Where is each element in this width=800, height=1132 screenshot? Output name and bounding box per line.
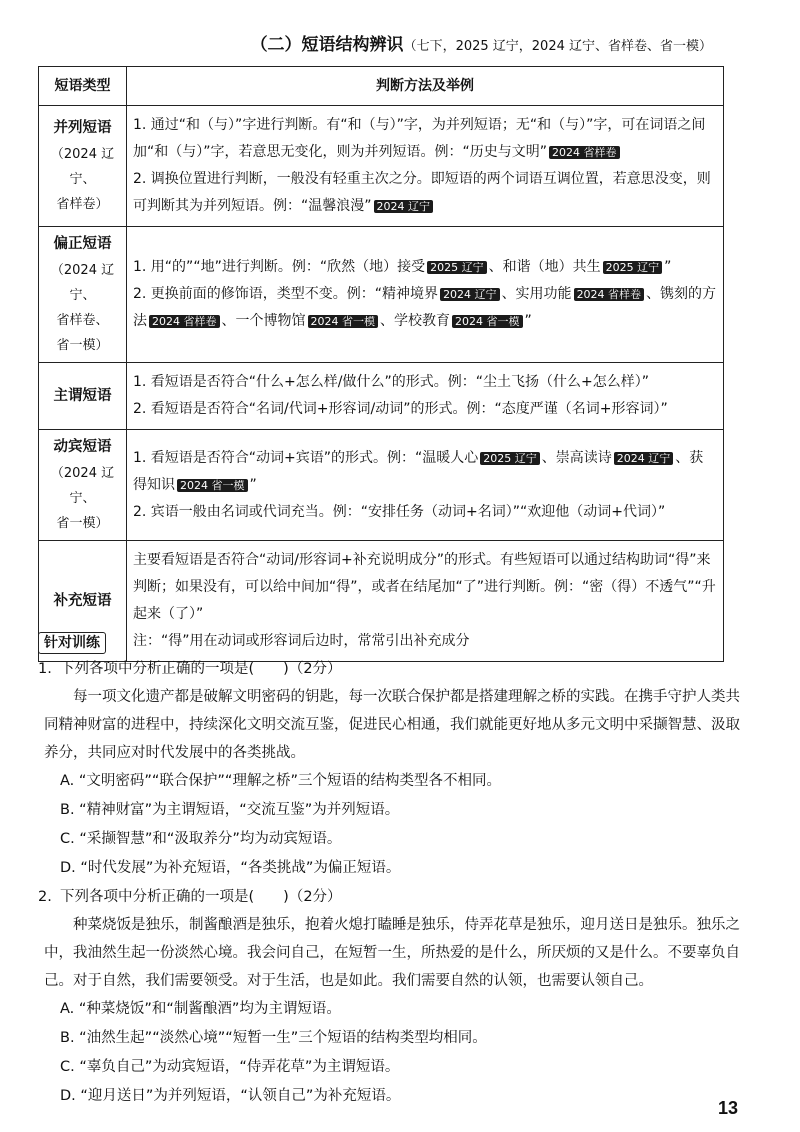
method-cell xyxy=(127,541,724,662)
section-title xyxy=(251,30,712,55)
question-number: 2. xyxy=(38,889,52,905)
answer-option: A. “文明密码”“联合保护”“理解之桥”三个短语的结构类型各不相同。 xyxy=(60,773,501,789)
method-text: 、学校教育 xyxy=(380,313,450,329)
phrase-type-source: 省样卷） xyxy=(56,197,109,212)
method-line xyxy=(133,499,717,526)
exam-source-tag: 2024 辽宁 xyxy=(614,452,674,465)
answer-option: C. “采撷智慧”和“汲取养分”均为动宾短语。 xyxy=(60,831,342,847)
table-row xyxy=(39,106,724,227)
method-text: ” xyxy=(664,259,672,275)
method-line xyxy=(133,166,717,220)
phrase-type-name: 并列短语 xyxy=(53,120,112,136)
method-line xyxy=(133,628,717,655)
method-cell xyxy=(127,430,724,541)
exam-source-tag: 2025 辽宁 xyxy=(480,452,540,465)
answer-option: C. “辜负自己”为动宾短语，“侍弄花草”为主谓短语。 xyxy=(60,1059,400,1075)
exam-source-tag: 2024 省样卷 xyxy=(549,146,620,159)
exam-source-tag: 2025 辽宁 xyxy=(603,261,663,274)
method-text: 2. 更换前面的修饰语，类型不变。例：“精神境界 xyxy=(133,286,439,302)
method-text: ” xyxy=(524,313,532,329)
column-header-method: 判断方法及举例 xyxy=(127,67,724,106)
page-number: 13 xyxy=(717,1098,738,1118)
phrase-type-cell xyxy=(39,227,127,363)
question-stem xyxy=(38,655,750,683)
phrase-type-source: （2024 辽宁、 xyxy=(50,147,115,187)
method-text: 1. 用“的”“地”进行判断。例：“欣然（地）接受 xyxy=(133,259,426,275)
phrase-type-source: 省一模） xyxy=(56,338,109,353)
method-text: 2. 调换位置进行判断，一般没有轻重主次之分。即短语的两个词语互调位置，若意思没变，则可判断其为并列短语。例：“温馨浪漫” xyxy=(133,171,711,214)
method-line xyxy=(133,369,717,396)
section-title-main: （二）短语结构辨识 xyxy=(250,35,404,55)
method-cell xyxy=(127,106,724,227)
question-block xyxy=(38,655,750,883)
method-line xyxy=(133,281,717,335)
exam-source-tag: 2025 辽宁 xyxy=(427,261,487,274)
question-text: 下列各项中分析正确的一项是( )（2分） xyxy=(60,889,342,905)
method-text: 主要看短语是否符合“动词/形容词+补充说明成分”的形式。有些短语可以通过结构助词“得”来判断；如果没有，可以给中间加“得”，或者在结尾加“了”进行判断。例：“密（得）不透气”“升起来（了）” xyxy=(133,552,716,622)
phrase-type-name: 偏正短语 xyxy=(53,236,112,252)
column-header-type: 短语类型 xyxy=(39,67,127,106)
question-passage: 每一项文化遗产都是破解文明密码的钥匙，每一次联合保护都是搭建理解之桥的实践。在携手守护人类共同精神财富的进程中，持续深化文明交流互鉴，促进民心相通，我们就能更好地从多元文明中采撷智慧、汲取养分，共同应对时代发展中的各类挑战。 xyxy=(44,689,740,761)
answer-option: D. “时代发展”为补充短语，“各类挑战”为偏正短语。 xyxy=(60,860,401,876)
phrase-type-cell xyxy=(39,430,127,541)
phrase-type-name: 补充短语 xyxy=(53,592,112,609)
phrase-type-cell xyxy=(39,363,127,430)
method-line xyxy=(133,396,717,423)
question-text: 下列各项中分析正确的一项是( )（2分） xyxy=(60,661,342,677)
exam-source-tag: 2024 省样卷 xyxy=(574,288,645,301)
practice-label: 针对训练 xyxy=(38,632,106,654)
table-row xyxy=(39,430,724,541)
method-text: 2. 宾语一般由名词或代词充当。例：“安排任务（动词+名词）”“欢迎他（动词+代词）” xyxy=(133,503,666,520)
exam-source-tag: 2024 省样卷 xyxy=(149,315,220,328)
method-text: ” xyxy=(249,476,257,493)
phrase-structure-table xyxy=(38,66,724,662)
practice-questions xyxy=(38,655,750,1111)
table-body xyxy=(39,106,724,662)
phrase-type-source: 省一模） xyxy=(56,516,109,531)
phrase-type-name: 动宾短语 xyxy=(53,439,112,455)
phrase-type-source: （2024 辽宁、 xyxy=(50,263,115,303)
method-text: 、镌刻的方法 xyxy=(133,286,717,329)
answer-option: A. “种菜烧饭”和“制酱酿酒”均为主谓短语。 xyxy=(60,1001,341,1017)
exam-source-tag: 2024 辽宁 xyxy=(440,288,500,301)
answer-option: B. “油然生起”“淡然心境”“短暂一生”三个短语的结构类型均相同。 xyxy=(60,1030,487,1046)
section-title-source: （七下，2025 辽宁，2024 辽宁、省样卷、省一模） xyxy=(403,39,712,54)
method-line xyxy=(133,445,717,499)
exam-source-tag: 2024 辽宁 xyxy=(374,200,434,213)
answer-option: B. “精神财富”为主谓短语，“交流互鉴”为并列短语。 xyxy=(60,802,400,818)
phrase-type-source: 省样卷、 xyxy=(56,313,109,328)
phrase-type-source: （2024 辽宁、 xyxy=(50,466,115,506)
method-line xyxy=(133,112,717,166)
method-cell xyxy=(127,363,724,430)
method-text: 、崇高读诗 xyxy=(541,449,612,466)
exam-source-tag: 2024 省一模 xyxy=(177,479,248,492)
method-text: 、和谐（地）共生 xyxy=(488,259,601,275)
table-header-row xyxy=(39,67,724,106)
method-line xyxy=(133,547,717,628)
exam-source-tag: 2024 省一模 xyxy=(452,315,523,328)
method-text: 、获得知识 xyxy=(133,449,704,493)
method-text: 2. 看短语是否符合“名词/代词+形容词/动词”的形式。例：“态度严谨（名词+形容词）” xyxy=(133,401,668,417)
question-stem xyxy=(38,883,750,911)
table-row xyxy=(39,363,724,430)
question-block xyxy=(38,883,750,1111)
method-text: 、一个博物馆 xyxy=(221,313,306,329)
method-cell xyxy=(127,227,724,363)
table-row xyxy=(39,227,724,363)
phrase-type-name: 主谓短语 xyxy=(53,387,112,404)
question-passage: 种菜烧饭是独乐，制酱酿酒是独乐，抱着火熄打瞌睡是独乐，侍弄花草是独乐，迎月送日是独乐。独乐之中，我油然生起一份淡然心境。我会问自己，在短暂一生，所热爱的是什么，所厌烦的又是什么。不要辜负自己。对于自然，我们需要领受。对于生活，也是如此。我们需要自然的认领，也需要认领自己。 xyxy=(44,917,740,989)
method-text: 1. 通过“和（与）”字进行判断。有“和（与）”字，为并列短语；无“和（与）”字，可在词语之间加“和（与）”字，若意思无变化，则为并列短语。例：“历史与文明” xyxy=(133,117,706,160)
method-text: 1. 看短语是否符合“动词+宾语”的形式。例：“温暖人心 xyxy=(133,449,479,466)
table-row xyxy=(39,541,724,662)
method-text: 注：“得”用在动词或形容词后边时，常常引出补充成分 xyxy=(133,633,470,649)
question-number: 1. xyxy=(38,661,52,677)
exam-source-tag: 2024 省一模 xyxy=(308,315,379,328)
method-line xyxy=(133,254,717,281)
answer-option: D. “迎月送日”为并列短语，“认领自己”为补充短语。 xyxy=(60,1088,401,1104)
phrase-type-cell xyxy=(39,106,127,227)
method-text: 、实用功能 xyxy=(501,286,572,302)
method-text: 1. 看短语是否符合“什么+怎么样/做什么”的形式。例：“尘土飞扬（什么+怎么样）” xyxy=(133,374,649,390)
